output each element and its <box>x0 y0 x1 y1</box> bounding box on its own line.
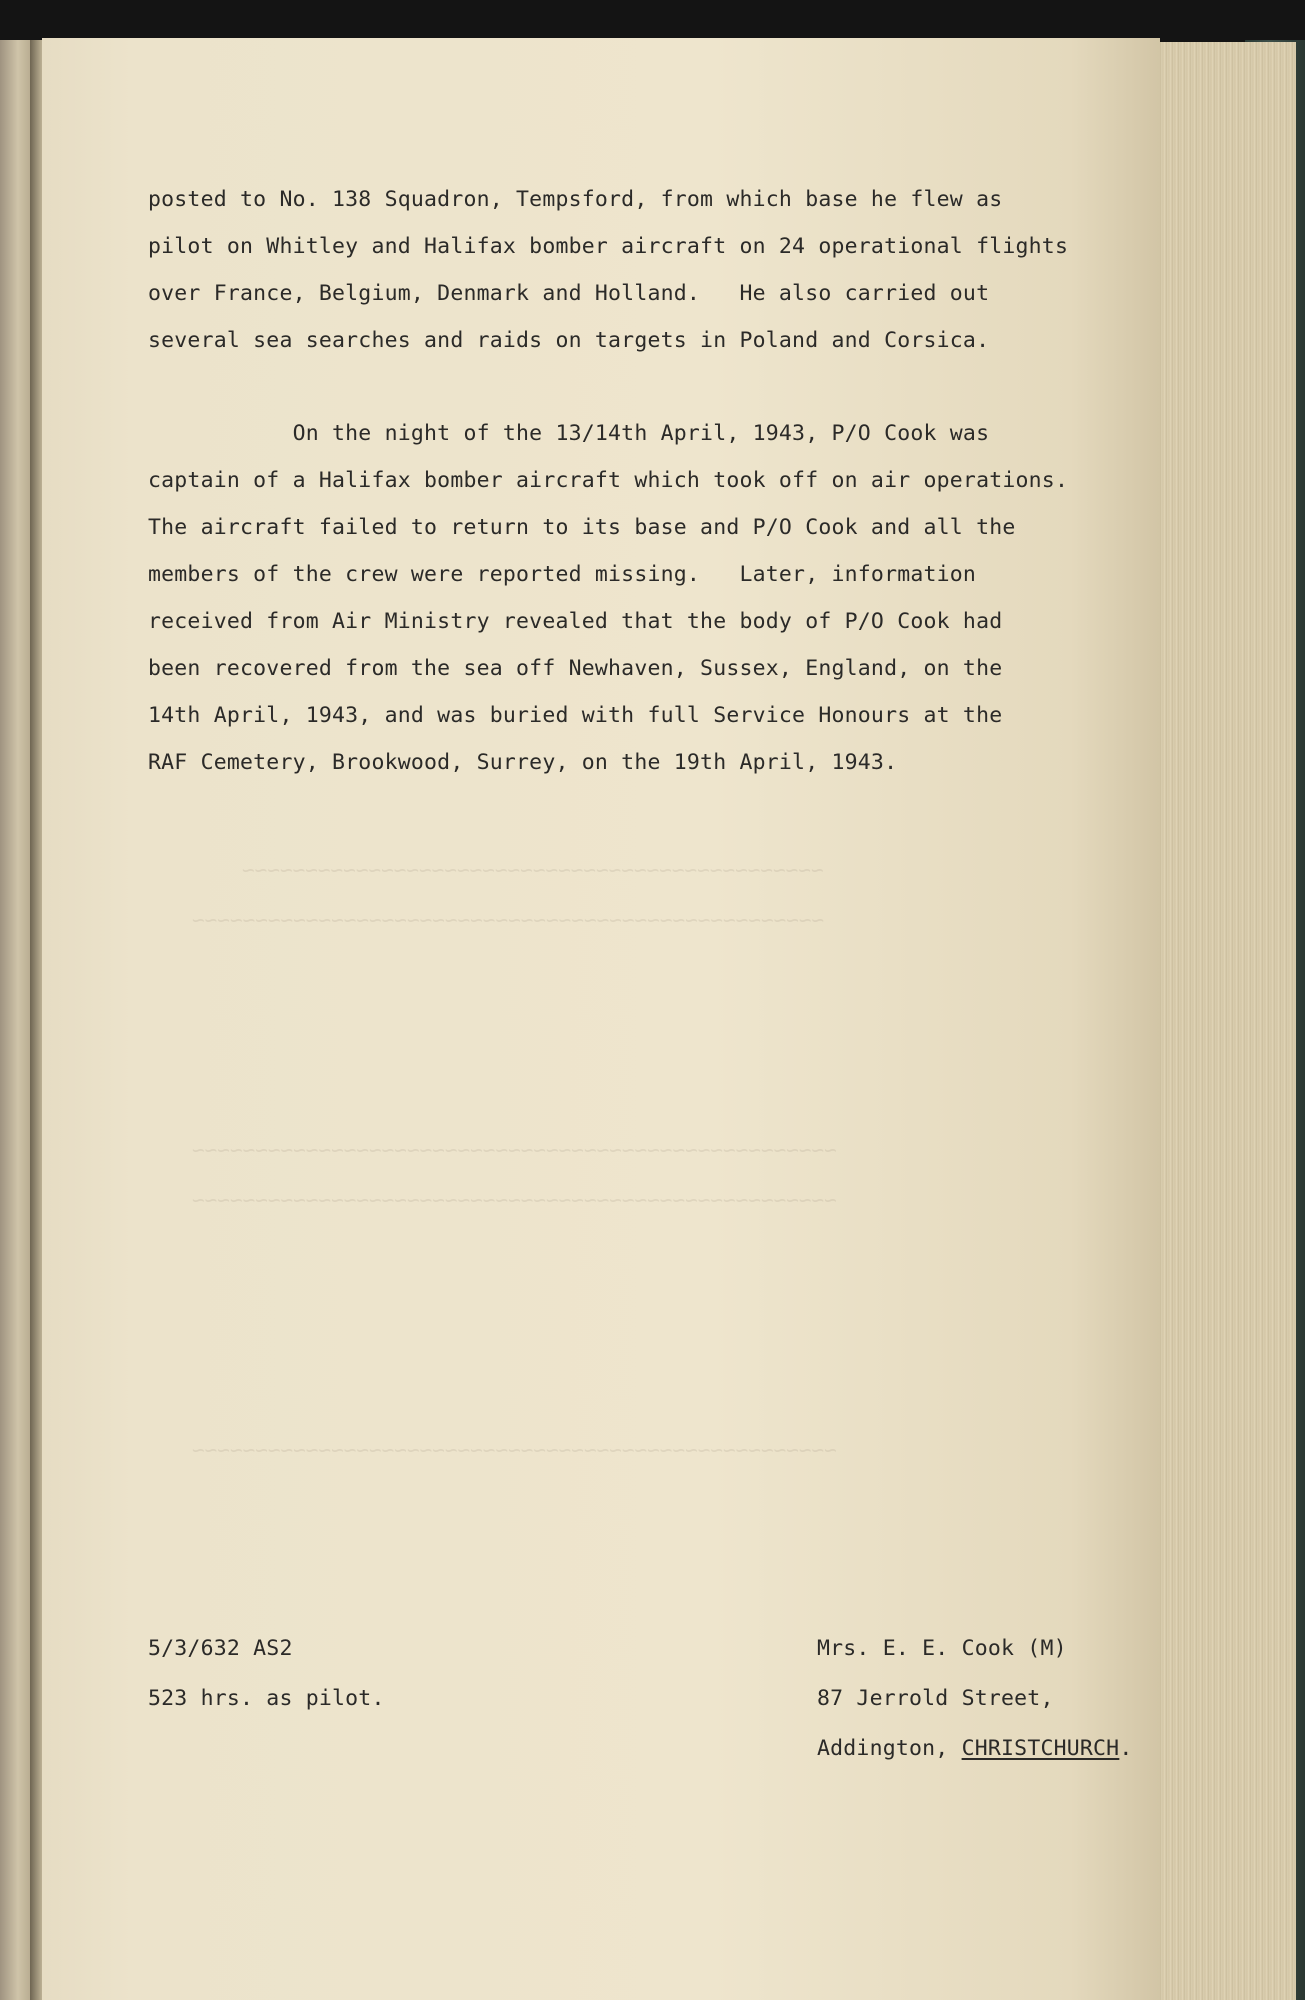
body-line: 14th April, 1943, and was buried with full Service Honours at the <box>148 703 1003 728</box>
show-through-text: ~~~~~~~~~~~~~~~~~~~~~~~~~~~~~~~~~~~~~~~~~~~~~~ <box>242 858 824 882</box>
show-through-text: ~~~~~~~~~~~~~~~~~~~~~~~~~~~~~~~~~~~~~~~~~~~~~~~~~~~ <box>192 1138 837 1162</box>
address-city-line <box>817 1734 1132 1764</box>
address-street: 87 Jerrold Street, <box>817 1686 1054 1711</box>
stacked-page-edges <box>1150 42 1296 2000</box>
next-of-kin-name: Mrs. E. E. Cook (M) <box>817 1636 1067 1661</box>
address-city: CHRISTCHURCH <box>961 1736 1120 1761</box>
body-line: posted to No. 138 Squadron, Tempsford, from which base he flew as <box>148 187 1003 212</box>
body-line: received from Air Ministry revealed that the body of P/O Cook had <box>148 609 1003 634</box>
show-through-text: ~~~~~~~~~~~~~~~~~~~~~~~~~~~~~~~~~~~~~~~~~~~~~~~~~~~ <box>192 1188 837 1212</box>
show-through-text: ~~~~~~~~~~~~~~~~~~~~~~~~~~~~~~~~~~~~~~~~~~~~~~~~~~ <box>192 908 825 932</box>
show-through-text: ~~~~~~~~~~~~~~~~~~~~~~~~~~~~~~~~~~~~~~~~~~~~~~~~~~~ <box>192 1438 837 1462</box>
body-line: over France, Belgium, Denmark and Holland. He also carried out <box>148 281 990 306</box>
document-page <box>42 38 1160 2000</box>
body-line: pilot on Whitley and Halifax bomber aircraft on 24 operational flights <box>148 234 1069 259</box>
flying-hours: 523 hrs. as pilot. <box>148 1686 385 1711</box>
body-line: several sea searches and raids on targets in Poland and Corsica. <box>148 328 990 353</box>
body-line: The aircraft failed to return to its base and P/O Cook and all the <box>148 515 1016 540</box>
body-line: RAF Cemetery, Brookwood, Surrey, on the 19th April, 1943. <box>148 750 898 775</box>
address-suburb: Addington, <box>817 1736 962 1761</box>
file-reference: 5/3/632 AS2 <box>148 1636 293 1661</box>
address-end: . <box>1119 1736 1133 1761</box>
body-line: been recovered from the sea off Newhaven, Sussex, England, on the <box>148 656 1003 681</box>
body-line: captain of a Halifax bomber aircraft which took off on air operations. <box>148 468 1069 493</box>
previous-page-edge <box>0 40 30 2000</box>
body-line: On the night of the 13/14th April, 1943, P/O Cook was <box>148 421 990 446</box>
body-line: members of the crew were reported missing. Later, information <box>148 562 977 587</box>
